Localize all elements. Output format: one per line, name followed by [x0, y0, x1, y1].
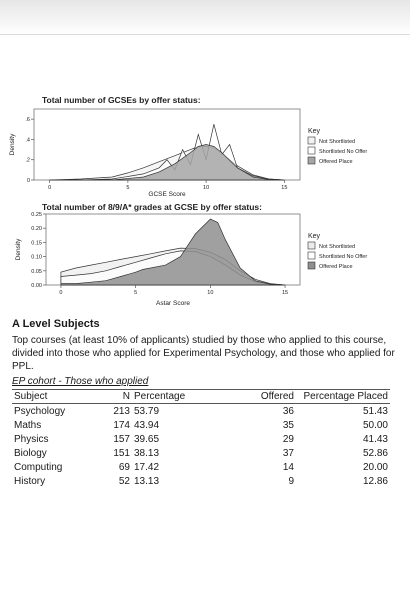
legend-label: Shortlisted No Offer [319, 149, 368, 155]
header-n: N [100, 390, 132, 404]
x-tick-label: 5 [134, 290, 138, 296]
x-tick-label: 15 [281, 185, 288, 191]
cell-percentage-placed: 20.00 [362, 461, 388, 473]
x-axis-label: Astar Score [156, 300, 190, 307]
table-row [12, 474, 390, 488]
legend-label: Shortlisted No Offer [319, 254, 368, 260]
x-tick-label: 10 [203, 185, 210, 191]
header-subject: Subject [12, 390, 100, 404]
cell-percentage: 38.13 [134, 447, 160, 459]
chart-title: Total number of GCSEs by offer status: [42, 95, 201, 105]
y-tick-label: 0 [26, 178, 30, 184]
cell-offered: 37 [282, 447, 294, 459]
x-tick-label: 0 [59, 290, 63, 296]
section-heading: A Level Subjects [12, 318, 100, 330]
cell-percentage-placed: 50.00 [362, 419, 388, 431]
table-row [12, 404, 390, 419]
cell-percentage-placed: 12.86 [362, 475, 388, 487]
header-offered: Offered [212, 390, 296, 404]
cell-percentage-placed: 52.86 [362, 447, 388, 459]
cell-n: 69 [118, 461, 130, 473]
legend-title: Key [308, 128, 321, 135]
y-tick-label: .4 [25, 137, 30, 144]
legend-swatch [308, 147, 315, 154]
cell-percentage: 13.13 [134, 475, 160, 487]
cell-offered: 9 [288, 475, 294, 487]
legend-label: Offered Place [319, 159, 353, 165]
cell-percentage: 39.65 [134, 433, 160, 445]
a-level-table [12, 389, 390, 488]
legend-swatch [308, 252, 315, 259]
table-row [12, 432, 390, 446]
y-tick-label: 0.25 [31, 212, 42, 218]
y-tick-label: 0.15 [31, 240, 42, 247]
y-axis-label: Density [9, 133, 16, 156]
y-tick-label: 0.00 [31, 283, 42, 289]
cell-subject: Biology [14, 447, 47, 459]
cell-n: 52 [118, 475, 130, 487]
cell-subject: Computing [14, 461, 63, 473]
cell-percentage-placed: 41.43 [362, 433, 388, 445]
x-tick-label: 0 [48, 185, 52, 191]
cell-offered: 14 [282, 461, 294, 473]
x-tick-label: 5 [126, 185, 130, 191]
table-caption: EP cohort - Those who applied [12, 376, 149, 387]
cell-offered: 29 [282, 433, 294, 445]
legend-title: Key [308, 233, 321, 240]
section-description: Top courses (at least 10% of applicants) studied by those who applied to this course, divided into those who applied for Experimental Psychology, and those who applied for PPL. [12, 335, 395, 372]
cell-subject: Maths [14, 419, 42, 431]
y-tick-label: .6 [25, 117, 30, 124]
cell-n: 151 [113, 447, 130, 459]
cell-n: 174 [113, 419, 130, 431]
cell-offered: 35 [282, 419, 294, 431]
cell-subject: Physics [14, 433, 49, 445]
y-axis-label: Density [15, 238, 22, 261]
cell-percentage: 53.79 [134, 405, 160, 417]
legend-swatch [308, 137, 315, 144]
y-tick-label: 0.10 [31, 254, 42, 261]
table-row [12, 418, 390, 432]
table-row [12, 446, 390, 460]
cell-percentage-placed: 51.43 [362, 405, 388, 417]
legend-label: Not Shortlisted [319, 139, 356, 145]
cell-percentage: 43.94 [134, 419, 160, 431]
cell-subject: History [14, 475, 46, 487]
y-tick-label: 0.05 [31, 268, 42, 275]
cell-percentage: 17.42 [134, 461, 160, 473]
x-tick-label: 10 [207, 290, 214, 296]
header-percentage-placed: Percentage Placed [296, 390, 390, 404]
x-axis-label: GCSE Score [148, 191, 186, 198]
table-row [12, 460, 390, 474]
y-tick-label: .2 [25, 157, 30, 164]
y-tick-label: 0.20 [31, 226, 42, 233]
cell-offered: 36 [282, 405, 294, 417]
cell-subject: Psychology [14, 405, 66, 417]
legend-label: Not Shortlisted [319, 244, 356, 250]
chart-title: Total number of 8/9/A* grades at GCSE by offer status: [42, 202, 262, 212]
legend-swatch [308, 157, 315, 164]
legend-swatch [308, 242, 315, 249]
x-tick-label: 15 [281, 290, 289, 296]
legend-swatch [308, 262, 315, 269]
cell-n: 157 [113, 433, 130, 445]
legend-label: Offered Place [319, 264, 353, 270]
cell-n: 213 [113, 405, 130, 417]
table-header-row [12, 390, 390, 404]
header-percentage: Percentage [132, 390, 212, 404]
